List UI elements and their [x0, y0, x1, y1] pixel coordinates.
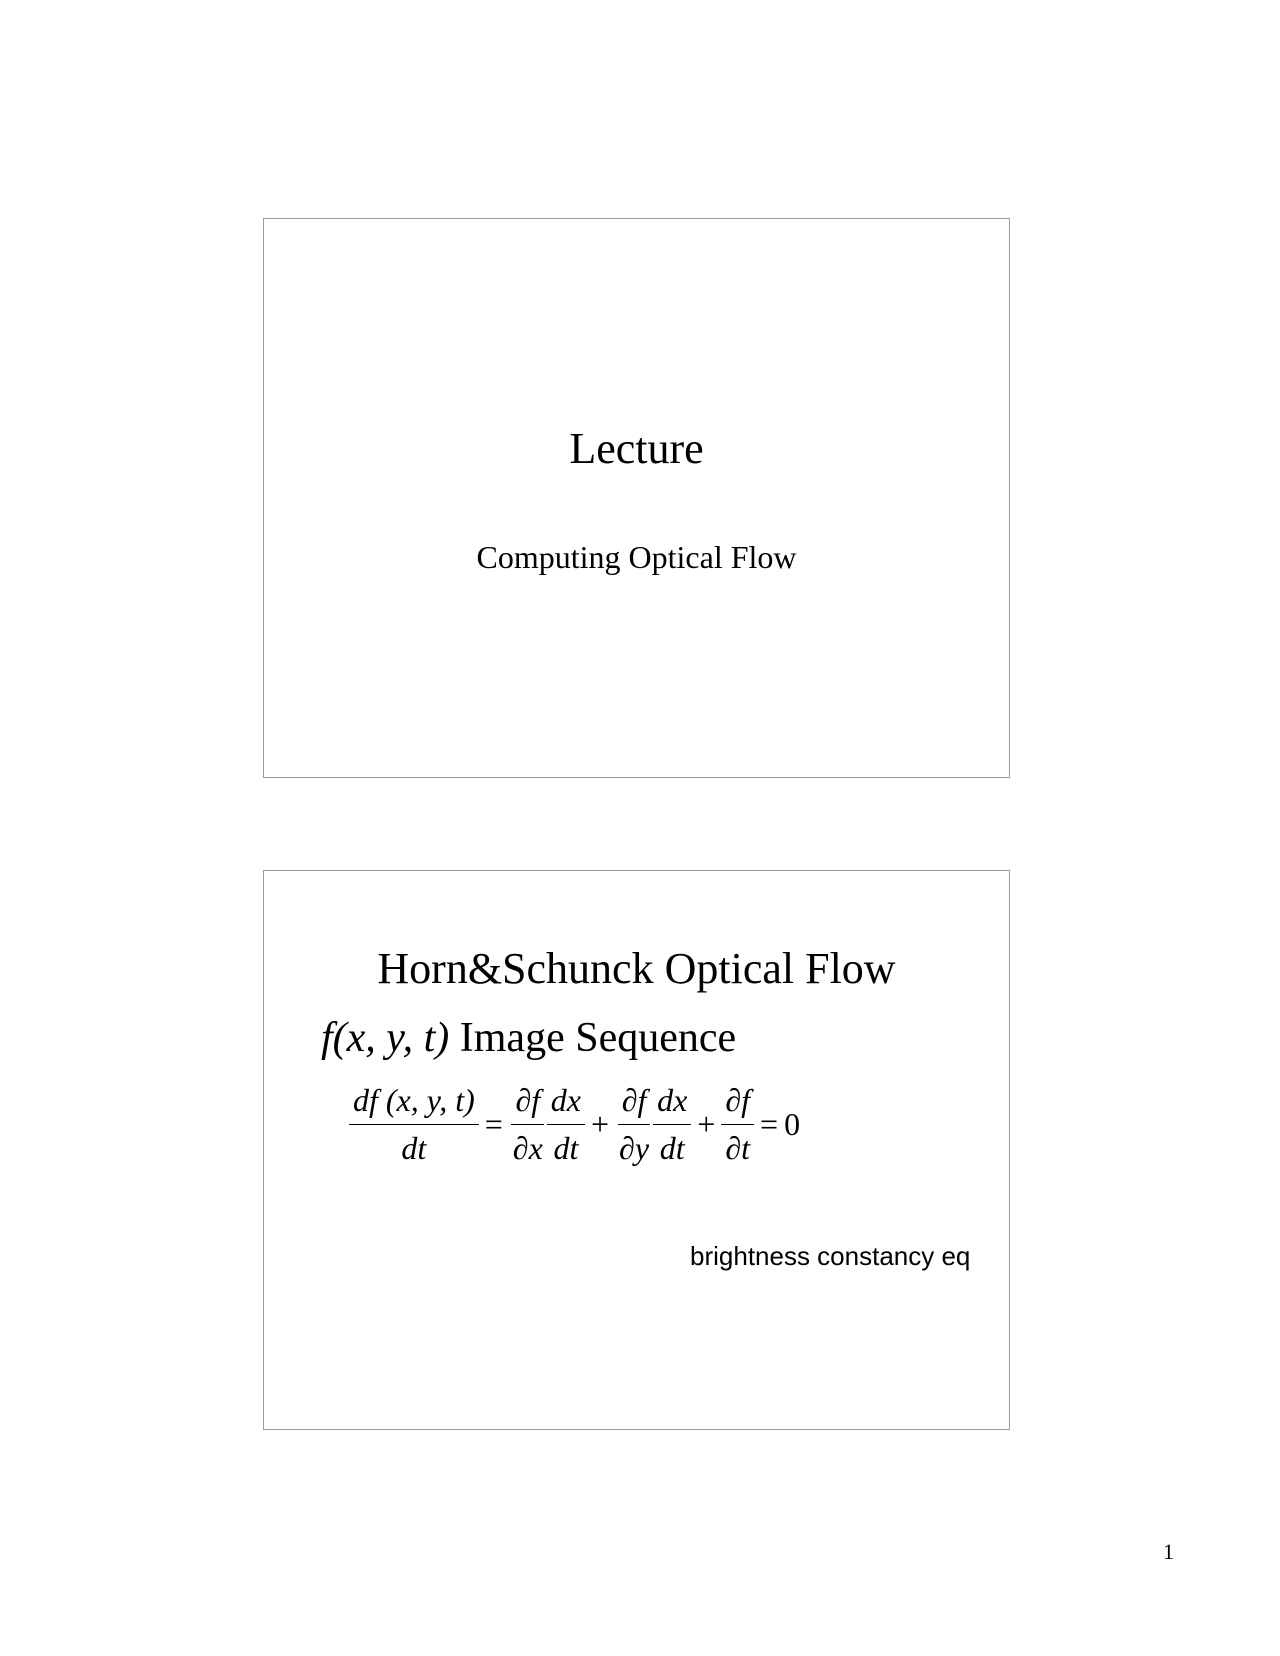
- term1-derivative-fraction: [547, 1083, 585, 1166]
- plus-sign: +: [591, 1106, 610, 1143]
- slide-1-subtitle: Computing Optical Flow: [476, 539, 797, 575]
- term2-derivative-fraction: [653, 1083, 691, 1166]
- image-sequence-line: [321, 1017, 736, 1059]
- plus-sign: +: [697, 1106, 716, 1143]
- function-args: (x, y, t): [332, 1015, 450, 1061]
- equals-sign: =: [484, 1106, 503, 1143]
- term2-partial-numerator: ∂f: [618, 1083, 651, 1125]
- slide-1-title: Lecture: [569, 424, 704, 473]
- equals-sign: =: [760, 1106, 779, 1143]
- term1-partial-denominator: ∂x: [512, 1130, 543, 1167]
- brightness-constancy-note: brightness constancy eq: [690, 1241, 971, 1271]
- slide-2: [263, 870, 1010, 1430]
- lhs-numerator: df (x, y, t): [349, 1083, 479, 1125]
- lhs-fraction: [349, 1083, 479, 1166]
- function-name: f: [321, 1015, 333, 1061]
- term1-partial-fraction: [509, 1083, 547, 1166]
- term3-partial-denominator: ∂t: [725, 1130, 751, 1167]
- term2-derivative-numerator: dx: [653, 1083, 691, 1125]
- term1-derivative-numerator: dx: [547, 1083, 585, 1125]
- term2-derivative-denominator: dt: [659, 1130, 685, 1167]
- term1-partial-numerator: ∂f: [511, 1083, 544, 1125]
- slide-1: [263, 218, 1010, 778]
- term3-partial-fraction: [721, 1083, 754, 1166]
- term2-partial-fraction: [615, 1083, 653, 1166]
- term1-derivative-denominator: dt: [553, 1130, 579, 1167]
- rhs-zero: 0: [784, 1106, 801, 1143]
- term2-partial-denominator: ∂y: [619, 1130, 650, 1167]
- slide-2-title: Horn&Schunck Optical Flow: [377, 944, 896, 993]
- lhs-denominator: dt: [401, 1130, 427, 1167]
- term3-partial-numerator: ∂f: [721, 1083, 754, 1125]
- brightness-constancy-equation: [349, 1083, 800, 1166]
- image-sequence-label: Image Sequence: [459, 1015, 737, 1061]
- page-number: 1: [1163, 1539, 1174, 1564]
